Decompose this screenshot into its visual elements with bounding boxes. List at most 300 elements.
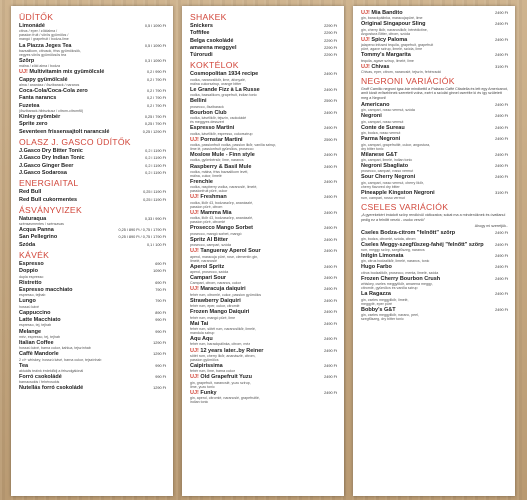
item-description: püré, agave szirup, limelé, szóda, lime <box>361 47 423 52</box>
item-description: gin, cseles meggylikőr, limelé, <box>361 297 409 302</box>
item-description: málna / zöld alma / bodza <box>19 64 60 69</box>
item-name <box>190 30 315 36</box>
menu-item <box>190 309 337 319</box>
menu-item <box>19 363 166 373</box>
item-name-text: Frenchie <box>190 178 213 185</box>
item-price: 2490 Ft <box>495 242 508 247</box>
item-description: vodka, kávélikőr, tejszín, csokoládé <box>190 116 247 121</box>
item-name <box>19 114 144 120</box>
item-description: fehér rum, mangó püré, lime <box>190 315 236 320</box>
item-price: 2490 Ft <box>324 237 337 242</box>
menu-item <box>190 275 337 285</box>
menu-item <box>190 264 337 274</box>
item-price: 2290 Ft <box>324 38 337 43</box>
item-price: 890 Ft <box>155 310 166 315</box>
menu-item <box>190 38 337 44</box>
item-name-text: Doppio <box>19 268 38 275</box>
item-description: és meggyes desszert <box>190 120 224 125</box>
item-price: 2490 Ft <box>495 276 508 281</box>
menu-item <box>361 307 508 321</box>
item-name-text: Fanta narancs <box>19 95 57 102</box>
item-price: 2490 Ft <box>324 364 337 369</box>
item-name <box>19 121 144 127</box>
item-price: 2490 Ft <box>495 164 508 169</box>
item-description: gin, cseles meggylikőr, naranc, peel, <box>361 313 419 318</box>
item-name-text: Tangueray Aperol Sour <box>200 248 261 255</box>
menu-item <box>19 103 166 113</box>
item-description: gin, barackpálinka, maracujapüré, lime <box>361 16 423 21</box>
item-name-text: Old Grapefruit Yuzu <box>200 374 252 381</box>
item-price: 0,2 l 790 Ft <box>147 96 166 101</box>
item-price: 0,2 l 1190 Ft <box>145 156 166 161</box>
item-name-text: 12 years later..by Reiner <box>200 347 264 354</box>
item-description: barnacsokis / fehércsokis <box>19 380 60 385</box>
item-description: tequila, agave szirup, limelé, lime <box>361 58 414 63</box>
item-name-text: Bourbon Club <box>190 109 227 116</box>
item-description: málna cukorszirup, orange bitter <box>190 81 242 86</box>
item-price: 0,25 l 890 Ft / 0,75 l 1790 Ft <box>118 235 166 240</box>
item-price: 990 Ft <box>155 375 166 380</box>
item-description: citrus / eper / zöldalma / <box>19 29 58 34</box>
item-name-text: Caffè Mandorle <box>19 351 59 358</box>
item-name <box>19 261 144 267</box>
menu-item <box>19 114 166 120</box>
new-badge: ÚJ! <box>361 10 370 16</box>
item-price: 0,3 l 1090 Ft <box>144 59 166 64</box>
item-name-text: La Ragazza <box>361 291 391 298</box>
menu-item <box>19 95 166 101</box>
section-signature: Ahogy mi szeretjük.. <box>474 223 508 228</box>
item-price: 990 Ft <box>155 329 166 334</box>
section-title-negroni-variaciok: NEGRONI VARIÁCIÓK <box>361 76 455 87</box>
item-price: 2490 Ft <box>495 103 508 108</box>
item-name-text: Tea <box>19 362 29 369</box>
new-badge: ÚJ! <box>190 209 199 216</box>
menu-item <box>190 137 337 151</box>
item-description: lime, yuzu tonic <box>190 384 215 389</box>
item-price: 2490 Ft <box>324 375 337 380</box>
item-description: hosszú kávé <box>19 304 39 309</box>
item-name-text: Cappuccino <box>19 309 51 316</box>
menu-item <box>19 148 166 154</box>
menu-item <box>19 58 166 68</box>
item-price: 0,25 l 790 Ft <box>144 115 166 120</box>
item-name-text: Mamma Mia <box>200 209 232 216</box>
item-name-text: Aqu Aqu <box>190 336 213 343</box>
menu-item <box>361 21 508 35</box>
section-title-kavek: KÁVÉK <box>19 250 50 261</box>
new-badge: ÚJ! <box>190 374 199 381</box>
menu-item <box>190 179 337 193</box>
menu-item <box>361 291 508 305</box>
item-description: Chivas, eper, citrom, narancslé, tejszín, fehércsoki <box>361 70 442 75</box>
menu-column-1 <box>11 6 173 496</box>
item-price: 0,2 l 1190 Ft <box>145 163 166 168</box>
menu-item <box>19 43 166 57</box>
item-description: Campari, citrom, narancs, cukor <box>190 281 241 286</box>
item-name-text: Initgin Limonata <box>361 253 404 260</box>
menu-item <box>190 210 337 224</box>
item-description: lime lé, passionfruit gyümölcs, prosecco <box>190 147 254 152</box>
menu-item <box>361 190 508 200</box>
item-name-text: Red Bull <box>19 189 42 196</box>
menu-item <box>190 110 337 124</box>
item-name-text: Hugo Farbo <box>361 264 392 271</box>
item-price: 1290 Ft <box>153 352 166 357</box>
item-description: vegyes vörös gyümölcsös tea <box>19 52 67 57</box>
item-name-text: Original Singapour Sling <box>361 21 426 28</box>
menu-item <box>190 71 337 85</box>
item-price: 2490 Ft <box>324 298 337 303</box>
new-badge: ÚJ! <box>190 194 199 201</box>
item-description: bazsalikom, citrusok, friss gyümölcsök, <box>19 48 81 53</box>
item-price: 2590 Ft <box>324 137 337 142</box>
item-price: 1290 Ft <box>153 340 166 345</box>
item-price: 2490 Ft <box>324 287 337 292</box>
menu-item <box>19 69 166 75</box>
item-description: gin, campari, grapefruitlé, cukor, angostura, <box>361 142 431 147</box>
item-description: dry bitter tonic <box>361 146 384 151</box>
item-price: 2490 Ft <box>495 11 508 15</box>
menu-column-3 <box>353 6 515 496</box>
menu-item <box>19 163 166 169</box>
item-description: aktuális teáink érdeklődj a felszolgálónál <box>19 369 84 373</box>
item-name-text: Naturaqua <box>19 215 47 222</box>
menu-item <box>190 30 337 36</box>
section-title-cseles-variaciok: CSELES VARIÁCIÓK <box>361 202 449 213</box>
item-price: 2490 Ft <box>495 137 508 142</box>
item-name-text: Melange <box>19 328 42 335</box>
menu-item <box>190 194 337 208</box>
item-description: cherry flavored dry bitter <box>361 184 400 189</box>
item-price: 690 Ft <box>155 280 166 285</box>
item-price: 2590 Ft <box>324 99 337 104</box>
item-description: gin, aperol, citromlé, narancslé, grapefruitlé, <box>190 396 260 401</box>
item-price: 2490 Ft <box>324 226 337 231</box>
menu-item <box>190 336 337 346</box>
menu-item <box>19 216 166 226</box>
item-price: 2490 Ft <box>495 152 508 157</box>
menu-item <box>19 317 166 327</box>
item-name-text: Strawberry Daiquiri <box>190 297 241 304</box>
menu-item <box>19 23 166 42</box>
item-name <box>19 197 144 203</box>
menu-item <box>190 298 337 308</box>
item-name <box>190 45 315 51</box>
item-price: 0,25 l 790 Ft <box>144 122 166 127</box>
item-description: mandula szirup <box>190 331 215 336</box>
menu-item <box>19 268 166 278</box>
item-description: vodka, gyömbérsör, lime, narancs <box>190 158 244 163</box>
item-name-text: Italian Coffee <box>19 339 54 346</box>
new-badge: ÚJ! <box>19 69 28 76</box>
menu-item <box>361 102 508 112</box>
item-name-text: Americano <box>361 102 390 109</box>
new-badge: ÚJ! <box>190 136 199 143</box>
menu-item <box>19 374 166 384</box>
menu-item <box>361 10 508 20</box>
item-price: 2490 Ft <box>324 264 337 269</box>
item-name-text: Kinley gyömbér <box>19 114 61 121</box>
item-name-text: Bellini <box>190 98 207 105</box>
item-price: 2490 Ft <box>324 390 337 395</box>
item-name-text: Bobby's G&T <box>361 306 396 313</box>
item-name-text: Spritz Al Bitter <box>190 236 228 243</box>
item-name-text: Raspberry & Basil Mule <box>190 163 252 170</box>
item-name-text: Szörp <box>19 58 35 65</box>
item-price: 0,2 l 990 Ft <box>147 70 166 75</box>
item-name-text: Negroni Sbagliato <box>361 163 409 170</box>
item-description: vodka, kávélikőr, espresso, cukorszirup <box>190 131 253 136</box>
item-price: 0,33 l 990 Ft <box>144 216 166 221</box>
item-price: 990 Ft <box>155 318 166 323</box>
item-description: passionfruit püré, cukor <box>190 189 228 194</box>
item-name-text: amarena meggyel <box>190 44 237 51</box>
item-description: mangó / grapefruit / bodza-lime <box>19 37 69 42</box>
item-name <box>190 38 315 44</box>
item-price: 2490 Ft <box>495 292 508 297</box>
item-price: 0,25 l 1190 Ft <box>143 197 166 202</box>
item-price: 2490 Ft <box>324 87 337 92</box>
menu-item <box>19 197 166 203</box>
menu-item <box>19 351 166 361</box>
item-name-text: Nutellás forró csokoládé <box>19 385 84 392</box>
item-price: 0,5 l 1090 Ft <box>144 24 166 28</box>
item-description: citromlé, gyümölcs és vanília szirup <box>361 286 418 291</box>
item-description: prosecco, őszibarack <box>190 104 224 109</box>
new-badge: ÚJ! <box>190 389 199 396</box>
menu-item <box>19 77 166 87</box>
item-name-text: Cseles Bodza-citrom "felnőtt" szörp <box>361 230 456 237</box>
item-description: fehér rum, barackpálinka, citrom, méz <box>190 342 251 347</box>
section-title-koktelok: KOKTÉLOK <box>190 60 239 71</box>
menu-item <box>19 227 166 233</box>
item-description: vodka, raspberry vodka, narancslé, limelé, <box>190 185 258 190</box>
item-price: 0,2 l 1190 Ft <box>145 149 166 154</box>
menu-item <box>190 321 337 335</box>
item-description: aperol, prosecco, szóda <box>190 270 229 274</box>
item-description: gin, bodza, citromlé, szóda, citrom <box>361 236 416 241</box>
item-name-text: Negroni <box>361 113 382 120</box>
item-description: sötét rum, cherry likőr, ananászlé, citrom, <box>190 353 256 358</box>
item-price: 2490 Ft <box>324 179 337 184</box>
item-name <box>19 280 144 286</box>
item-description: aperol, maracuja püré, rose, clementin gin, <box>190 254 259 259</box>
item-name-text: Milanese G&T <box>361 151 398 158</box>
item-price: 2490 Ft <box>495 125 508 130</box>
item-name-text: Sprite zero <box>19 121 48 128</box>
item-name-text: Espresso macchiato <box>19 287 73 294</box>
item-price: 2490 Ft <box>324 276 337 281</box>
item-price: 2490 Ft <box>495 265 508 270</box>
item-name-text: Cosmopolitan 1934 recipe <box>190 71 259 78</box>
new-badge: ÚJ! <box>190 286 199 293</box>
item-name-text: Belga csokoládé <box>190 37 234 44</box>
item-description: gin, campari, limelé, indian tonic <box>361 157 413 162</box>
item-description: vodka, narancslikőr, lime, áfonyalé, <box>190 77 246 82</box>
item-price: 2490 Ft <box>495 53 508 58</box>
item-name-text: Szóda <box>19 241 36 248</box>
item-name-text: Sour Cherry Negroni <box>361 174 416 181</box>
item-description: vodka, bazsalikom, grapefruit, indian tonic <box>190 93 257 98</box>
item-name-text: Espresso <box>19 261 44 268</box>
item-price: 3190 Ft <box>495 64 508 69</box>
menu-item <box>361 125 508 135</box>
item-price: 2290 Ft <box>324 45 337 50</box>
section-title-asvanyvizek: ÁSVÁNYVIZEK <box>19 204 82 215</box>
new-badge: ÚJ! <box>361 63 370 70</box>
item-description: passion fruit / vörös gyümölcs / <box>19 33 69 38</box>
item-name <box>190 52 315 58</box>
item-description: gin, bodza, rosso vermut <box>361 131 401 136</box>
item-name-text: San Pellegrino <box>19 234 58 241</box>
item-description: limelé, narancslé <box>190 258 217 263</box>
item-description: gin, citrus bodzalikőr, limelé, narancs, tonic <box>361 259 430 264</box>
menu-item <box>190 87 337 97</box>
item-name-text: Ristretto <box>19 279 42 286</box>
item-name-text: Toffifee <box>190 30 210 37</box>
menu-item <box>19 298 166 308</box>
item-price: 2490 Ft <box>324 195 337 200</box>
item-name-text: Coca-Cola/Coca-Cola zero <box>19 88 88 95</box>
item-description: méz, espresso, tej, tejhab <box>19 334 60 339</box>
menu-item <box>361 253 508 263</box>
item-name <box>190 23 315 29</box>
item-name-text: Freshman <box>200 194 227 201</box>
item-name <box>19 310 144 316</box>
item-description: hosszú kávé, barna cukor, kahlua, tejszínhab <box>19 346 91 351</box>
menu-item <box>361 230 508 240</box>
item-price: 790 Ft <box>155 299 166 304</box>
menu-item <box>190 23 337 29</box>
menu-item <box>190 374 337 388</box>
item-name-text: Parma Negroni <box>361 136 401 143</box>
item-description: passion gyümölcs <box>190 357 219 362</box>
item-price: 2490 Ft <box>324 72 337 77</box>
item-description: gin, grapefruit, narancslé, yuzu szirup, <box>190 380 251 385</box>
item-name-text: J.Gasco Sodarosa <box>19 169 67 176</box>
item-price: 2490 Ft <box>324 153 337 158</box>
item-description: vodka, likőr 43, bodzaszörp, ananászlé, <box>190 216 254 221</box>
item-name-text: Fuzetea <box>19 102 40 109</box>
item-price: 0,2 l 790 Ft <box>147 77 166 82</box>
new-badge: ÚJ! <box>190 347 199 354</box>
menu-item <box>190 164 337 178</box>
item-name <box>19 189 144 195</box>
section-title-shakek: SHAKEK <box>190 12 227 22</box>
item-name-text: Caipirissima <box>190 363 223 370</box>
item-name-text: J.Gasco Dry Bitter Tonic <box>19 148 83 155</box>
item-price: 2490 Ft <box>495 37 508 42</box>
item-name-text: Le Grande Fizz à La Russe <box>190 86 260 93</box>
item-name <box>19 69 144 75</box>
item-description: meggylé, eper püré <box>361 301 392 306</box>
menu-item <box>19 329 166 339</box>
menu-item <box>361 136 508 150</box>
item-name-text: Frozen Cherry Bourbon Crush <box>361 275 441 282</box>
item-price: 2490 Ft <box>324 348 337 353</box>
item-name-text: Cappy gyümölcslé <box>19 76 68 83</box>
item-name <box>19 129 144 135</box>
item-price: 0,2 l 790 Ft <box>147 103 166 108</box>
item-description: gin, cherry likőr, narancslikőr, bénédictine, <box>361 27 428 32</box>
item-name-text: Seventeen frissensajtolt narancslé <box>19 128 110 135</box>
menu-item <box>361 52 508 62</box>
item-price: 2490 Ft <box>495 231 508 236</box>
item-name-text: Aperol Spritz <box>190 263 225 270</box>
item-name-text: Maracuja daiquiri <box>200 286 246 293</box>
menu-item <box>361 264 508 274</box>
item-name-text: Frozen Mango Daiquiri <box>190 309 250 316</box>
item-price: 2290 Ft <box>324 53 337 58</box>
menu-item <box>19 189 166 195</box>
menu-item <box>361 152 508 162</box>
item-price: 2490 Ft <box>324 337 337 342</box>
item-name-text: Multivitamin mix gyümölcslé <box>29 69 105 76</box>
menu-item <box>19 340 166 350</box>
item-price: 0,25 l 890 Ft / 0,75 l 1790 Ft <box>118 228 166 233</box>
item-name-text: Chivas <box>371 63 390 70</box>
item-name-text: J.Gasco Ginger Beer <box>19 162 74 169</box>
item-description: prosecco, campari, rosso vermut <box>361 169 414 174</box>
item-description: málna, cukor, limelé <box>190 173 222 178</box>
item-description: (őszibarack-hibiszkusz / citrom-citromfű) <box>19 109 84 114</box>
item-price: 0,25 l 1290 Ft <box>142 129 166 134</box>
menu-item <box>190 225 337 235</box>
item-price: 2490 Ft <box>324 126 337 131</box>
item-description: citrus bodzalikőr, prosecco, menta, limelé, szóda <box>361 270 439 275</box>
item-name <box>19 88 144 94</box>
menu-item <box>190 390 337 404</box>
item-name-text: Limonádé <box>19 23 45 29</box>
item-price: 2490 Ft <box>324 249 337 254</box>
section-title-uditok: ÜDÍTŐK <box>19 12 54 22</box>
item-name <box>19 242 144 248</box>
item-description: vodka, málna, friss bazsalikom levél, <box>190 169 249 174</box>
item-name-text: Forró csokoládé <box>19 374 62 381</box>
menu-item <box>361 37 508 51</box>
new-badge: ÚJ! <box>190 248 199 255</box>
item-name-text: Mai Tai <box>190 320 209 327</box>
item-description: gin, campari, rosso vermut, szóda <box>361 108 415 113</box>
item-name-text: Túrorudi <box>190 52 213 59</box>
item-name-text: J.Gasco Dry Indian Tonic <box>19 155 85 162</box>
menu-item <box>190 248 337 262</box>
item-description: passion püré, citromlé <box>190 220 226 225</box>
menu-item <box>361 276 508 290</box>
menu-item <box>361 163 508 173</box>
item-description: alma / ananász / őszibarack / narancs <box>19 83 80 88</box>
item-name <box>19 95 144 101</box>
menu-column-2 <box>182 6 344 496</box>
item-description: espresso, tejhab <box>19 293 46 298</box>
item-name-text: Red Bull cukormentes <box>19 196 78 203</box>
item-name <box>19 170 144 176</box>
menu-item <box>361 113 508 123</box>
item-price: 2490 Ft <box>495 254 508 259</box>
item-description: prosecco, mangó sorbet, mangó <box>190 231 242 236</box>
item-name-text: Espresso Martini <box>190 125 235 132</box>
item-price: 1290 Ft <box>153 386 166 391</box>
item-description: szénsavmentes / szénsavas <box>19 222 64 227</box>
item-name-text: Prosecco Mango Sorbet <box>190 225 253 232</box>
menu-item <box>19 121 166 127</box>
item-description: gin, campari, rosso vermut, cherry likőr, <box>361 180 424 185</box>
item-name-text: Pornstar Martini <box>200 136 243 143</box>
item-description: dupla espresso <box>19 274 44 279</box>
menu-item <box>19 129 166 135</box>
menu-item <box>19 88 166 94</box>
